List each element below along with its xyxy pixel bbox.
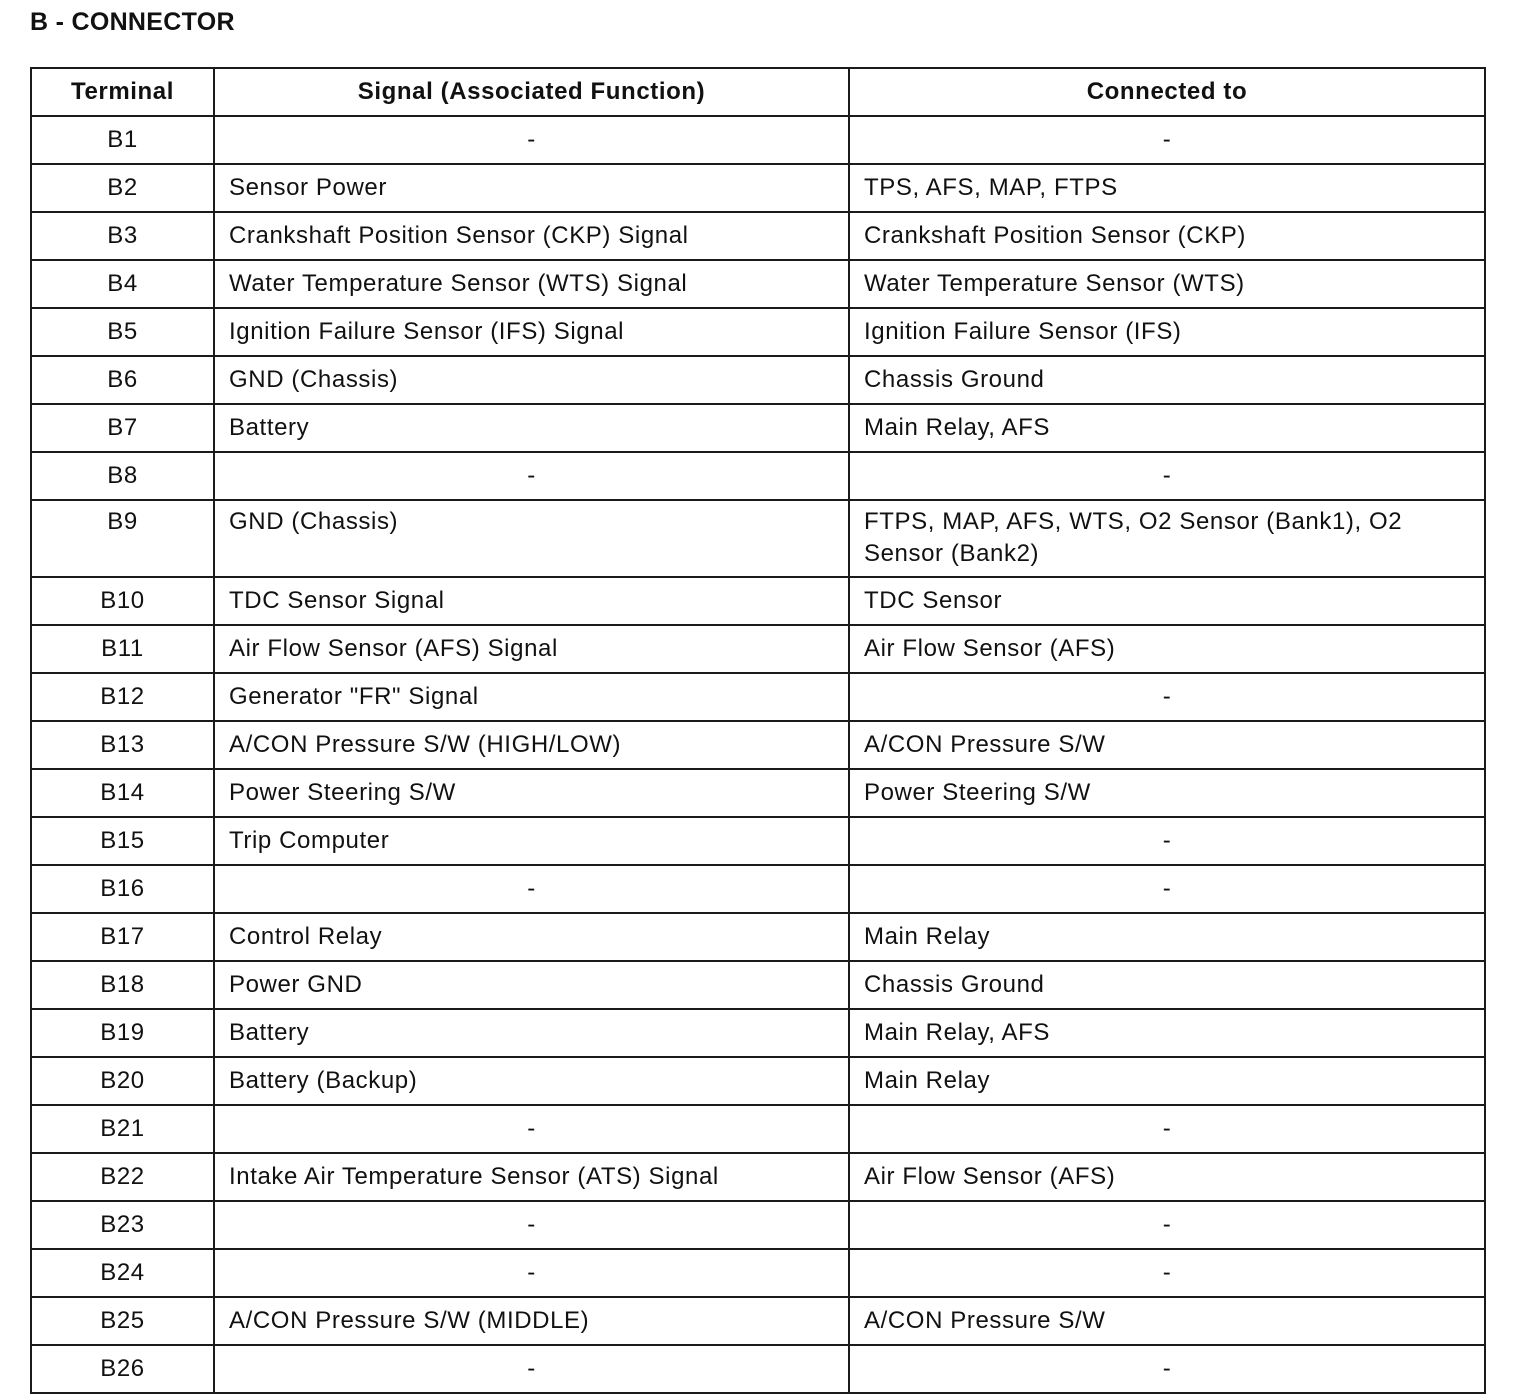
terminal-cell: B14 bbox=[31, 769, 214, 817]
signal-cell: A/CON Pressure S/W (MIDDLE) bbox=[214, 1297, 849, 1345]
connected-to-cell: A/CON Pressure S/W bbox=[849, 1297, 1485, 1345]
signal-cell: Power Steering S/W bbox=[214, 769, 849, 817]
connected-to-cell: - bbox=[849, 452, 1485, 500]
signal-cell: Sensor Power bbox=[214, 164, 849, 212]
terminal-cell: B25 bbox=[31, 1297, 214, 1345]
terminal-cell: B21 bbox=[31, 1105, 214, 1153]
terminal-cell: B5 bbox=[31, 308, 214, 356]
table-row bbox=[31, 625, 1485, 673]
terminal-cell: B13 bbox=[31, 721, 214, 769]
terminal-cell: B20 bbox=[31, 1057, 214, 1105]
connected-to-cell: Air Flow Sensor (AFS) bbox=[849, 1153, 1485, 1201]
header-connected-to: Connected to bbox=[849, 68, 1485, 116]
page-title: B - CONNECTOR bbox=[30, 8, 235, 36]
terminal-cell: B9 bbox=[31, 500, 214, 577]
table-row bbox=[31, 260, 1485, 308]
signal-cell: Power GND bbox=[214, 961, 849, 1009]
table-row bbox=[31, 1105, 1485, 1153]
signal-cell: TDC Sensor Signal bbox=[214, 577, 849, 625]
table-row bbox=[31, 1297, 1485, 1345]
terminal-cell: B8 bbox=[31, 452, 214, 500]
signal-cell: - bbox=[214, 1105, 849, 1153]
table-row bbox=[31, 164, 1485, 212]
signal-cell: - bbox=[214, 1201, 849, 1249]
connected-to-cell: - bbox=[849, 1345, 1485, 1393]
table-row bbox=[31, 961, 1485, 1009]
signal-cell: Battery (Backup) bbox=[214, 1057, 849, 1105]
table-row bbox=[31, 1153, 1485, 1201]
signal-cell: Control Relay bbox=[214, 913, 849, 961]
header-signal: Signal (Associated Function) bbox=[214, 68, 849, 116]
table-row bbox=[31, 1345, 1485, 1393]
terminal-cell: B12 bbox=[31, 673, 214, 721]
table-row bbox=[31, 913, 1485, 961]
table-row bbox=[31, 356, 1485, 404]
connected-to-cell: Main Relay, AFS bbox=[849, 404, 1485, 452]
connected-to-cell: - bbox=[849, 1105, 1485, 1153]
signal-cell: Water Temperature Sensor (WTS) Signal bbox=[214, 260, 849, 308]
table-row bbox=[31, 1201, 1485, 1249]
connected-to-cell: Main Relay bbox=[849, 913, 1485, 961]
table-row bbox=[31, 817, 1485, 865]
table-row bbox=[31, 500, 1485, 577]
connected-to-cell: - bbox=[849, 1201, 1485, 1249]
signal-cell: GND (Chassis) bbox=[214, 356, 849, 404]
terminal-cell: B19 bbox=[31, 1009, 214, 1057]
terminal-cell: B11 bbox=[31, 625, 214, 673]
terminal-cell: B3 bbox=[31, 212, 214, 260]
connected-to-cell: - bbox=[849, 116, 1485, 164]
connected-to-cell: A/CON Pressure S/W bbox=[849, 721, 1485, 769]
table-row bbox=[31, 308, 1485, 356]
terminal-cell: B4 bbox=[31, 260, 214, 308]
signal-cell: Crankshaft Position Sensor (CKP) Signal bbox=[214, 212, 849, 260]
connected-to-cell: - bbox=[849, 817, 1485, 865]
signal-cell: - bbox=[214, 452, 849, 500]
connected-to-cell: TDC Sensor bbox=[849, 577, 1485, 625]
terminal-cell: B17 bbox=[31, 913, 214, 961]
connected-to-cell: - bbox=[849, 673, 1485, 721]
signal-cell: GND (Chassis) bbox=[214, 500, 849, 577]
signal-cell: Battery bbox=[214, 404, 849, 452]
connected-to-cell: Main Relay, AFS bbox=[849, 1009, 1485, 1057]
table-row bbox=[31, 404, 1485, 452]
signal-cell: - bbox=[214, 865, 849, 913]
table-row bbox=[31, 116, 1485, 164]
terminal-cell: B16 bbox=[31, 865, 214, 913]
signal-cell: Battery bbox=[214, 1009, 849, 1057]
terminal-cell: B18 bbox=[31, 961, 214, 1009]
table-row bbox=[31, 865, 1485, 913]
connected-to-cell: Chassis Ground bbox=[849, 961, 1485, 1009]
table-row bbox=[31, 1057, 1485, 1105]
connected-to-cell: Ignition Failure Sensor (IFS) bbox=[849, 308, 1485, 356]
terminal-cell: B22 bbox=[31, 1153, 214, 1201]
terminal-cell: B24 bbox=[31, 1249, 214, 1297]
signal-cell: - bbox=[214, 1345, 849, 1393]
table-row bbox=[31, 721, 1485, 769]
connected-to-cell: Chassis Ground bbox=[849, 356, 1485, 404]
table-row bbox=[31, 1009, 1485, 1057]
connected-to-cell: - bbox=[849, 865, 1485, 913]
terminal-cell: B2 bbox=[31, 164, 214, 212]
terminal-cell: B1 bbox=[31, 116, 214, 164]
signal-cell: Generator "FR" Signal bbox=[214, 673, 849, 721]
signal-cell: - bbox=[214, 116, 849, 164]
terminal-cell: B10 bbox=[31, 577, 214, 625]
table-row bbox=[31, 212, 1485, 260]
signal-cell: A/CON Pressure S/W (HIGH/LOW) bbox=[214, 721, 849, 769]
signal-cell: - bbox=[214, 1249, 849, 1297]
table-row bbox=[31, 1249, 1485, 1297]
header-terminal: Terminal bbox=[31, 68, 214, 116]
connected-to-cell: Air Flow Sensor (AFS) bbox=[849, 625, 1485, 673]
table-row bbox=[31, 769, 1485, 817]
terminal-cell: B23 bbox=[31, 1201, 214, 1249]
connected-to-cell: - bbox=[849, 1249, 1485, 1297]
connector-pin-table bbox=[30, 67, 1486, 1394]
signal-cell: Trip Computer bbox=[214, 817, 849, 865]
signal-cell: Air Flow Sensor (AFS) Signal bbox=[214, 625, 849, 673]
connected-to-cell: Main Relay bbox=[849, 1057, 1485, 1105]
connected-to-cell: Crankshaft Position Sensor (CKP) bbox=[849, 212, 1485, 260]
connected-to-cell: TPS, AFS, MAP, FTPS bbox=[849, 164, 1485, 212]
connected-to-cell: Water Temperature Sensor (WTS) bbox=[849, 260, 1485, 308]
table-row bbox=[31, 452, 1485, 500]
connected-to-cell: Power Steering S/W bbox=[849, 769, 1485, 817]
connected-to-cell: FTPS, MAP, AFS, WTS, O2 Sensor (Bank1), O2 Sensor (Bank2) bbox=[849, 500, 1485, 577]
table-row bbox=[31, 577, 1485, 625]
signal-cell: Ignition Failure Sensor (IFS) Signal bbox=[214, 308, 849, 356]
table-row bbox=[31, 673, 1485, 721]
terminal-cell: B6 bbox=[31, 356, 214, 404]
terminal-cell: B15 bbox=[31, 817, 214, 865]
terminal-cell: B26 bbox=[31, 1345, 214, 1393]
table-body bbox=[31, 116, 1485, 1393]
table-header-row bbox=[31, 68, 1485, 116]
signal-cell: Intake Air Temperature Sensor (ATS) Signal bbox=[214, 1153, 849, 1201]
terminal-cell: B7 bbox=[31, 404, 214, 452]
